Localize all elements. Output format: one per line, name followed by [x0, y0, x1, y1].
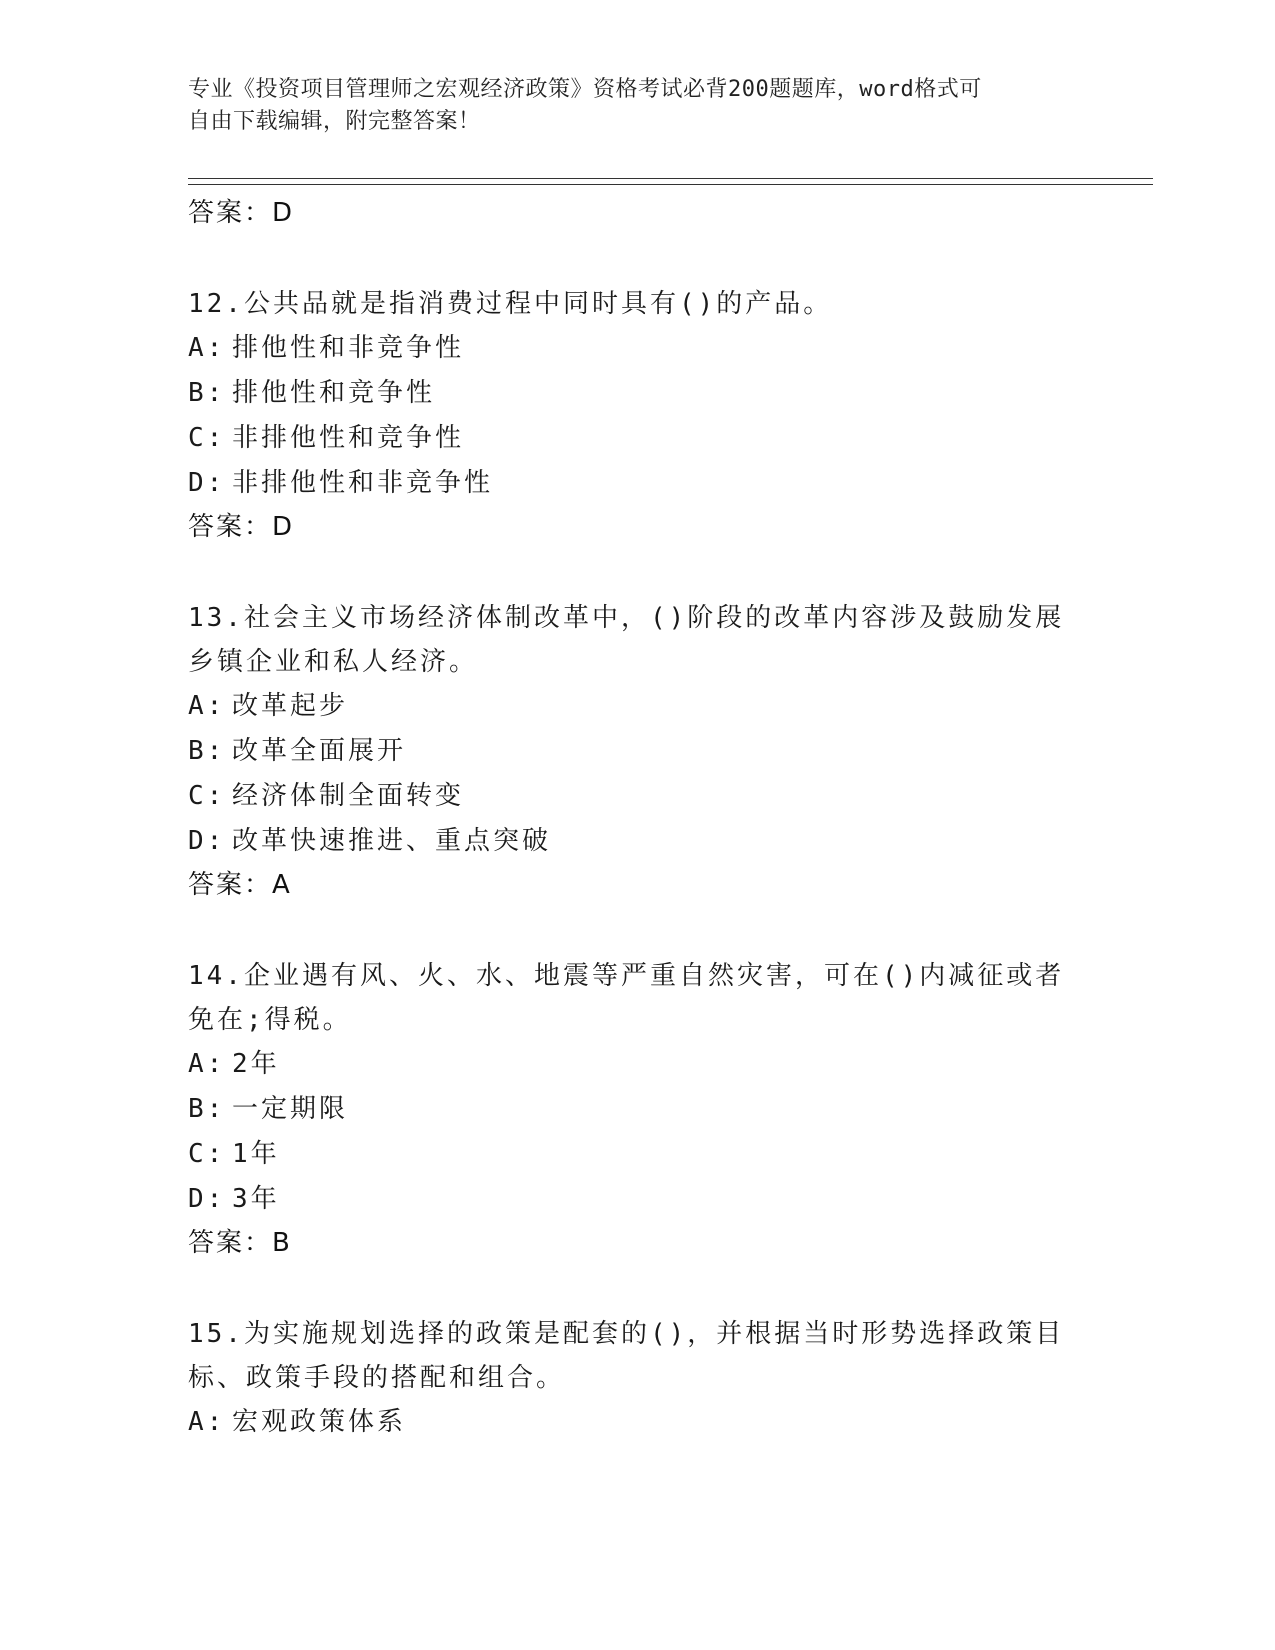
option-c [188, 774, 1088, 819]
answer-line: 答案：D [188, 512, 295, 542]
option-d [188, 461, 1088, 506]
option-b [188, 1087, 1088, 1132]
option-a [188, 1400, 1088, 1445]
option-d [188, 819, 1088, 864]
answer-line: 答案：A [188, 870, 292, 900]
option-key: C: [188, 423, 226, 453]
option-text: 改革起步 [232, 691, 349, 721]
option-b [188, 729, 1088, 774]
option-key: A: [188, 333, 226, 363]
option-key: A: [188, 691, 226, 721]
option-text: 排他性和非竞争性 [232, 333, 465, 363]
header-line-2: 自由下载编辑，附完整答案！ [188, 109, 481, 134]
option-c [188, 1132, 1088, 1177]
question-stem: 12.公共品就是指消费过程中同时具有()的产品。 [188, 289, 833, 319]
option-text: 排他性和竞争性 [232, 378, 436, 408]
option-key: B: [188, 736, 226, 766]
option-c [188, 416, 1088, 461]
option-text: 经济体制全面转变 [232, 781, 465, 811]
option-key: A: [188, 1049, 226, 1079]
option-key: A: [188, 1407, 226, 1437]
option-text: 1年 [232, 1139, 280, 1169]
option-key: D: [188, 468, 226, 498]
question-stem: 15.为实施规划选择的政策是配套的()，并根据当时形势选择政策目标、政策手段的搭配和组合。 [188, 1319, 1065, 1393]
option-d [188, 1177, 1088, 1222]
option-text: 3年 [232, 1184, 280, 1214]
option-b [188, 371, 1088, 416]
option-text: 改革全面展开 [232, 736, 407, 766]
question-stem: 14.企业遇有风、火、水、地震等严重自然灾害，可在()内减征或者免在;得税。 [188, 961, 1065, 1035]
option-text: 改革快速推进、重点突破 [232, 826, 552, 856]
option-text: 2年 [232, 1049, 280, 1079]
question-15 [188, 1312, 1088, 1445]
answer-line: 答案：B [188, 1228, 292, 1258]
option-key: D: [188, 1184, 226, 1214]
document-header [188, 74, 1088, 138]
option-a [188, 684, 1088, 729]
option-text: 非排他性和竞争性 [232, 423, 465, 453]
option-key: C: [188, 1139, 226, 1169]
question-12 [188, 282, 1088, 548]
answer-line: 答案：D [188, 198, 295, 228]
option-text: 一定期限 [232, 1094, 349, 1124]
header-divider-bottom [188, 184, 1153, 185]
document-body [188, 192, 1088, 1445]
header-line-1: 专业《投资项目管理师之宏观经济政策》资格考试必背200题题库，word格式可 [188, 77, 982, 102]
question-14 [188, 954, 1088, 1264]
option-key: B: [188, 378, 226, 408]
question-13 [188, 596, 1088, 906]
option-a [188, 1042, 1088, 1087]
question-stem: 13.社会主义市场经济体制改革中，()阶段的改革内容涉及鼓励发展乡镇企业和私人经济。 [188, 603, 1065, 677]
option-a [188, 326, 1088, 371]
option-text: 宏观政策体系 [232, 1407, 407, 1437]
option-key: D: [188, 826, 226, 856]
option-key: C: [188, 781, 226, 811]
header-divider-top [188, 178, 1153, 179]
option-key: B: [188, 1094, 226, 1124]
option-text: 非排他性和非竞争性 [232, 468, 494, 498]
